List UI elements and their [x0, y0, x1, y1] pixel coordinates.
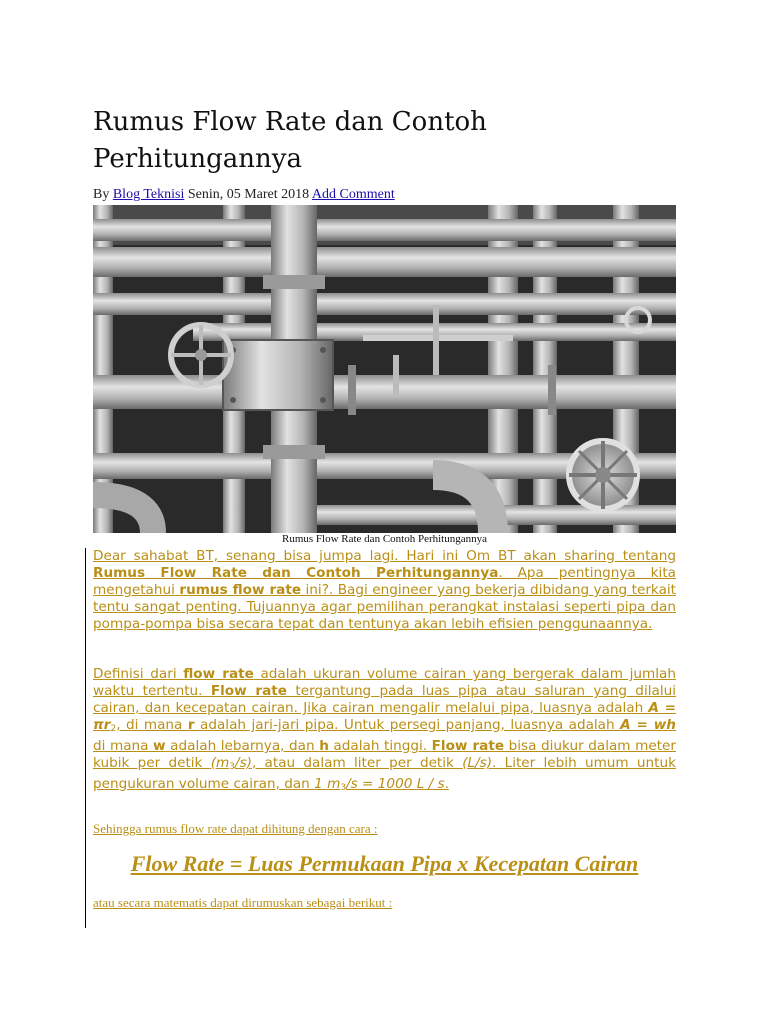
pipes-photo: [93, 205, 676, 533]
post-date: Senin, 05 Maret 2018: [187, 187, 310, 202]
formula-intro-text: Sehingga rumus flow rate dapat dihitung dengan cara :: [93, 821, 378, 836]
byline: [93, 187, 395, 203]
definition-paragraph: Definisi dari flow rate adalah ukuran volume cairan yang bergerak dalam jumlah waktu tertentu. Flow rate tergantung pada luas pipa atau saluran yang dilalui cairan, dan kecepatan cairan. Jika cairan mengalir melalui pipa, luasnya adalah $A = \pi r_2$, di mana r adalah jari-jari pipa. Untuk persegi panjang, luasnya adalah A = wh di mana w adalah lebarnya, dan h adalah tinggi. Flow rate bisa diukur dalam meter kubik per detik $(m_3/s)$, atau dalam liter per detik (L/s). Liter lebih umum untuk pengukuran volume cairan, dan 1 $m_3/s = 1000$ L / s.: [93, 666, 676, 793]
flow-rate-formula: Flow Rate = Luas Permukaan Pipa x Kecepatan Cairan: [130, 851, 639, 876]
image-caption: Rumus Flow Rate dan Contoh Perhitungannya: [281, 533, 487, 545]
math-intro-text: atau secara matematis dapat dirumuskan sebagai berikut :: [93, 895, 393, 910]
article-title: Rumus Flow Rate dan Contoh Perhitungannya: [93, 107, 487, 174]
author-link[interactable]: Blog Teknisi: [112, 187, 185, 202]
intro-paragraph: Dear sahabat BT, senang bisa jumpa lagi. Hari ini Om BT akan sharing tentang Rumus Flow Rate dan Contoh Perhitungannya. Apa pentingnya kita mengetahui rumus flow rate ini?. Bagi engineer yang bekerja dibidang yang terkait tentu sangat penting. Tujuannya agar pemilihan perangkat instalasi seperti pipa dan pompa-pompa bisa secara tepat dan tentunya akan lebih efisien penggunaannya.: [93, 548, 677, 632]
byline-prefix: By: [93, 187, 110, 202]
left-margin-line: [85, 548, 86, 928]
add-comment-link[interactable]: Add Comment: [311, 187, 395, 202]
